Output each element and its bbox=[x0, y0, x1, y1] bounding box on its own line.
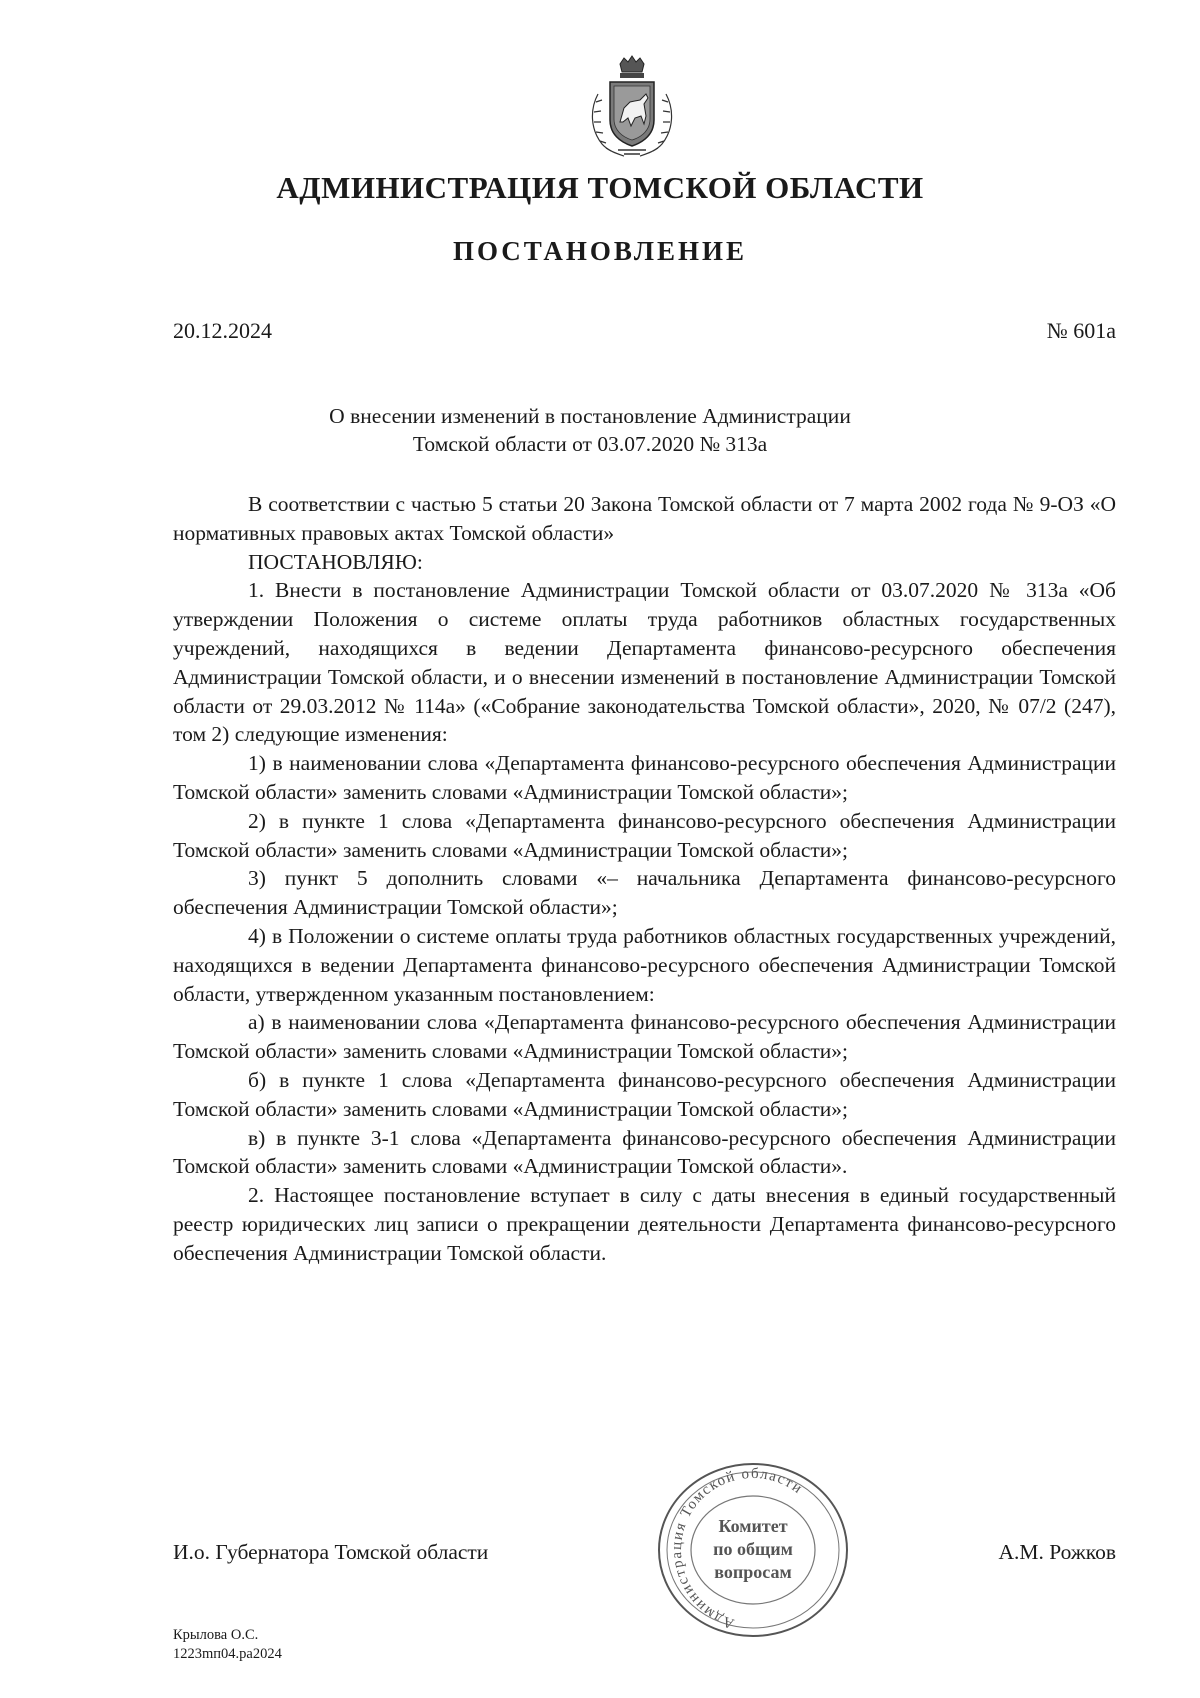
document-number: № 601а bbox=[1046, 318, 1116, 343]
subject-line: О внесении изменений в постановление Администрации bbox=[329, 404, 851, 428]
body-paragraph: б) в пункте 1 слова «Департамента финансово-ресурсного обеспечения Администрации Томской области» заменить словами «Администрации Томской области»; bbox=[173, 1067, 1116, 1121]
tomsk-coat-of-arms-emblem bbox=[584, 54, 680, 162]
body-paragraph: ПОСТАНОВЛЯЮ: bbox=[248, 549, 423, 574]
body-paragraph: 4) в Положении о системе оплаты труда работников областных государственных учреждений, находящихся в ведении Департамента финансово-ресурсного обеспечения Администрации Томской области, утвержденном указанным постановлением: bbox=[173, 923, 1116, 1006]
document-code: 1223mп04.pa2024 bbox=[173, 1646, 282, 1662]
document-subject bbox=[300, 402, 880, 458]
document-type-title: ПОСТАНОВЛЕНИЕ bbox=[452, 236, 748, 266]
body-paragraph: 2) в пункте 1 слова «Департамента финансово-ресурсного обеспечения Администрации Томской области» заменить словами «Администрации Томской области»; bbox=[173, 808, 1116, 862]
body-paragraph: 3) пункт 5 дополнить словами «– начальника Департамента финансово-ресурсного обеспечения Администрации Томской области»; bbox=[173, 866, 1116, 920]
stamp-center-text: Комитет bbox=[718, 1516, 788, 1536]
stamp-center-text: по общим bbox=[713, 1539, 793, 1559]
document-date: 20.12.2024 bbox=[173, 318, 272, 343]
organization-title: АДМИНИСТРАЦИЯ ТОМСКОЙ ОБЛАСТИ bbox=[276, 170, 924, 205]
body-paragraph: а) в наименовании слова «Департамента финансово-ресурсного обеспечения Администрации Томской области» заменить словами «Администрации Томской области»; bbox=[173, 1010, 1116, 1064]
body-paragraph: 1. Внести в постановление Администрации Томской области от 03.07.2020 № 313а «Об утверждении Положения о системе оплаты труда работников областных государственных учреждений, находящихся в ведении Департамента финансово-ресурсного обеспечения Администрации Томской области, и о внесении изменений в постановление Администрации Томской области от 29.03.2012 № 114а» («Собрание законодательства Томской области», 2020, № 07/2 (247), том 2) следующие изменения: bbox=[173, 578, 1116, 747]
body-paragraph: 2. Настоящее постановление вступает в силу с даты внесения в единый государственный реестр юридических лиц записи о прекращении деятельности Департамента финансово-ресурсного обеспечения Администрации Томской области. bbox=[173, 1183, 1116, 1265]
body-paragraph: 1) в наименовании слова «Департамента финансово-ресурсного обеспечения Администрации Томской области» заменить словами «Администрации Томской области»; bbox=[173, 751, 1116, 804]
executor-name: Крылова О.С. bbox=[173, 1627, 259, 1643]
stamp-ring-text: Администрация Томской области bbox=[668, 1465, 806, 1632]
subject-line: Томской области от 03.07.2020 № 313а bbox=[412, 432, 768, 456]
signatory-name: А.М. Рожков bbox=[998, 1540, 1116, 1564]
document-footer bbox=[173, 1626, 282, 1664]
document-body bbox=[173, 490, 1116, 1268]
signatory-role: И.о. Губернатора Томской области bbox=[173, 1540, 489, 1564]
body-paragraph: В соответствии с частью 5 статьи 20 Закона Томской области от 7 марта 2002 года № 9-ОЗ «О нормативных правовых актах Томской области» bbox=[173, 492, 1116, 545]
body-paragraph: в) в пункте 3-1 слова «Департамента финансово-ресурсного обеспечения Администрации Томской области» заменить словами «Администрации Томской области». bbox=[173, 1125, 1116, 1179]
official-round-stamp bbox=[642, 1462, 864, 1650]
stamp-center-text: вопросам bbox=[714, 1562, 792, 1582]
